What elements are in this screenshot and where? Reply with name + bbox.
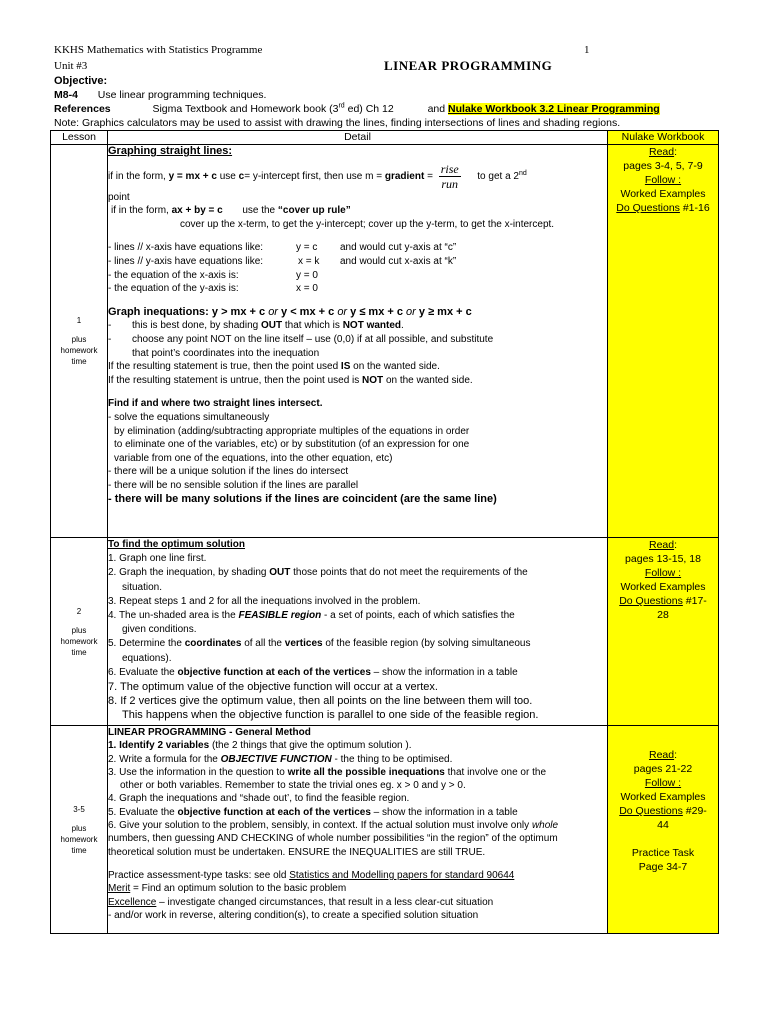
col-lesson: Lesson [51, 131, 108, 145]
col-workbook: Nulake Workbook [608, 131, 719, 145]
workbook-cell [608, 145, 719, 538]
workbook-cell [608, 726, 719, 934]
workbook-do-questions: Do Questions #1-16 [616, 202, 710, 214]
step-5: 5. Determine the coordinates of all the vertices of the feasible region (by solving simultaneous [108, 638, 531, 650]
lesson-time: time [71, 647, 87, 657]
coincident-line: - there will be many solutions if the lines are coincident (are the same line) [108, 493, 497, 506]
references-workbook: Nulake Workbook 3.2 Linear Programming [448, 103, 660, 115]
lesson-time: time [71, 845, 87, 855]
table-row [51, 726, 719, 934]
step-8: 8. If 2 vertices give the optimum value, then all points on the line between them will too. [108, 695, 533, 708]
lesson-time: time [71, 357, 87, 366]
unit-number: Unit #3 [54, 60, 88, 72]
detail-cell [108, 145, 608, 538]
lesson-homework: homework [60, 636, 98, 646]
lesson-table [50, 130, 719, 934]
merit-line: Merit = Find an optimum solution to the basic problem [108, 883, 347, 895]
step-5b: equations). [122, 652, 172, 664]
lesson-number: 3-5 [73, 804, 85, 814]
objective-text: Use linear programming techniques. [97, 89, 267, 101]
references-and: and [427, 103, 446, 115]
lesson-homework: homework [60, 346, 98, 355]
references-label: References [54, 103, 111, 115]
method-3b: other or both variables. Remember to state the trivial ones eg. x > 0 and y > 0. [120, 780, 466, 792]
note-line: Note: Graphics calculators may be used to assist with drawing the lines, finding intersections of lines and shading regions. [54, 117, 621, 129]
workbook-read: Read: [648, 749, 678, 761]
lesson-cell [51, 538, 108, 726]
workbook-follow: Follow : [644, 777, 682, 789]
step-6: 6. Evaluate the objective function at each of the vertices – show the information in a table [108, 666, 518, 678]
objective-code: M8-4 [54, 89, 78, 101]
references-text: Sigma Textbook and Homework book [152, 103, 327, 115]
intersect-heading: Find if and where two straight lines intersect. [108, 398, 323, 410]
workbook-worked-examples: Worked Examples [620, 791, 706, 803]
detail-cell [108, 538, 608, 726]
step-4b: given conditions. [122, 624, 197, 636]
document-title: LINEAR PROGRAMMING [384, 58, 553, 73]
workbook-read: Read: [648, 146, 678, 158]
detail-heading: Graphing straight lines: [108, 145, 233, 157]
workbook-worked-examples: Worked Examples [620, 188, 706, 200]
method-2: 2. Write a formula for the OBJECTIVE FUNCTION - the thing to be optimised. [108, 753, 453, 765]
table-header-row [51, 131, 719, 145]
intersect-line: - there will be a unique solution if the lines do intersect [108, 466, 349, 478]
intersect-line: - there will be no sensible solution if the lines are parallel [108, 479, 359, 491]
objective-line [54, 89, 266, 102]
page-number: 1 [584, 44, 590, 56]
step-4: 4. The un-shaded area is the FEASIBLE region - a set of points, each of which satisfies the [108, 610, 515, 622]
rise-over-run-fraction: $\frac{\text{rise}}{\text{run}}$ [440, 161, 459, 191]
workbook-follow: Follow : [644, 567, 682, 579]
detail-heading: LINEAR PROGRAMMING - General Method [108, 727, 311, 738]
step-8b: This happens when the objective function is parallel to one side of the feasible region. [122, 709, 539, 722]
lesson-number: 2 [76, 606, 82, 616]
workbook-do-questions-end: 28 [657, 609, 669, 621]
method-6: 6. Give your solution to the problem, sensibly, in context. If the actual solution must involve only whole [108, 820, 559, 832]
intersect-line: - solve the equations simultaneously [108, 411, 270, 423]
table-row [51, 145, 719, 538]
lesson-plus: plus [71, 625, 87, 635]
workbook-cell [608, 538, 719, 726]
lesson-homework: homework [60, 834, 98, 844]
graph-inequations-heading: Graph inequations: y > mx + c or y < mx + c or y ≤ mx + c or y ≥ mx + c [108, 305, 472, 318]
references-edition: (3rd ed) Ch 12 [329, 102, 394, 115]
table-row [51, 538, 719, 726]
ineq-bullet-2b: that point’s coordinates into the inequation [132, 347, 320, 359]
ineq-bullet-2: - choose any point NOT on the line itself – use (0,0) if at all possible, and substitute [108, 333, 494, 345]
intersect-line: by elimination (adding/subtracting appropriate multiples of the equations in order [114, 425, 470, 437]
lesson-cell [51, 145, 108, 538]
col-detail: Detail [108, 131, 608, 145]
method-6c: theoretical solution must be undertaken. ENSURE the INEQUALITIES are still TRUE. [108, 846, 486, 858]
excellence-line: Excellence – investigate changed circumstances, that result in a less clear-cut situation [108, 896, 494, 908]
step-2b: situation. [122, 581, 163, 593]
lesson-plus: plus [71, 823, 87, 833]
method-3: 3. Use the information in the question to write all the possible inequations that involve one or the [108, 766, 547, 778]
form1-line: if in the form, y = mx + c use c= y-intercept first, then use m = gradient = $\frac{\text{rise}}{\text{run}}$ to get a 2nd [108, 161, 527, 191]
workbook-practice-task: Practice Task [631, 847, 695, 859]
detail-heading: To find the optimum solution [108, 539, 246, 550]
lesson-cell [51, 726, 108, 934]
workbook-read: Read: [648, 539, 678, 551]
axis-line-4: - the equation of the y-axis is: x = 0 [108, 283, 318, 295]
method-4: 4. Graph the inequations and “shade out’, to find the feasible region. [108, 793, 410, 805]
intersect-line: variable from one of the equations, into the other equation, etc) [114, 452, 393, 464]
step-2: 2. Graph the inequation, by shading OUT those points that do not meet the requirements of the [108, 567, 528, 579]
detail-cell [108, 726, 608, 934]
step-1: 1. Graph one line first. [108, 553, 207, 565]
step-3: 3. Repeat steps 1 and 2 for all the inequations involved in the problem. [108, 595, 421, 607]
excellence-line-2: - and/or work in reverse, altering condition(s), to create a specified solution situation [108, 909, 479, 921]
axis-line-2: - lines // y-axis have equations like: x = k and would cut x-axis at “k” [108, 255, 457, 267]
untrue-statement: If the resulting statement is untrue, then the point used is NOT on the wanted side. [108, 374, 473, 386]
workbook-do-questions-end: 44 [657, 819, 669, 831]
school-programme: KKHS Mathematics with Statistics Programme [54, 44, 263, 56]
point-word: point [108, 191, 130, 203]
cover-up-explain: cover up the x-term, to get the y-intercept; cover up the y-term, to get the x-intercept. [180, 218, 555, 230]
workbook-follow: Follow : [644, 174, 682, 186]
step-7: 7. The optimum value of the objective function will occur at a vertex. [108, 681, 438, 694]
ineq-bullet-1: - this is best done, by shading OUT that which is NOT wanted. [108, 320, 404, 332]
axis-lines-block [108, 241, 607, 295]
workbook-pages: pages 21-22 [633, 763, 693, 775]
workbook-do-questions: Do Questions #29- [619, 805, 707, 817]
lesson-number: 1 [76, 316, 82, 325]
workbook-pages: pages 13-15, 18 [625, 553, 701, 565]
workbook-practice-pages: Page 34-7 [638, 861, 688, 873]
intersect-line: to eliminate one of the variables, etc) or by substitution (of an expression for one [114, 439, 470, 451]
form2-line: if in the form, ax + by = c use the “cover up rule” [111, 205, 351, 217]
objective-label: Objective: [54, 75, 108, 87]
workbook-worked-examples: Worked Examples [620, 581, 706, 593]
axis-line-3: - the equation of the x-axis is: y = 0 [108, 269, 318, 281]
true-statement: If the resulting statement is true, then the point used IS on the wanted side. [108, 361, 440, 373]
workbook-pages: pages 3-4, 5, 7-9 [623, 160, 703, 172]
method-1: 1. Identify 2 variables (the 2 things that give the optimum solution ). [108, 740, 412, 752]
references-line [54, 103, 660, 116]
method-5: 5. Evaluate the objective function at each of the vertices – show the information in a table [108, 806, 518, 818]
axis-line-1: - lines // x-axis have equations like: y = c and would cut y-axis at “c” [108, 242, 457, 254]
workbook-do-questions: Do Questions #17- [619, 595, 707, 607]
method-6b: numbers, then guessing AND CHECKING of whole number possibilities “in the region” of the optimum [108, 833, 558, 845]
lesson-plus: plus [71, 335, 87, 344]
practice-assessment: Practice assessment-type tasks: see old Statistics and Modelling papers for standard 90644 [108, 869, 515, 881]
